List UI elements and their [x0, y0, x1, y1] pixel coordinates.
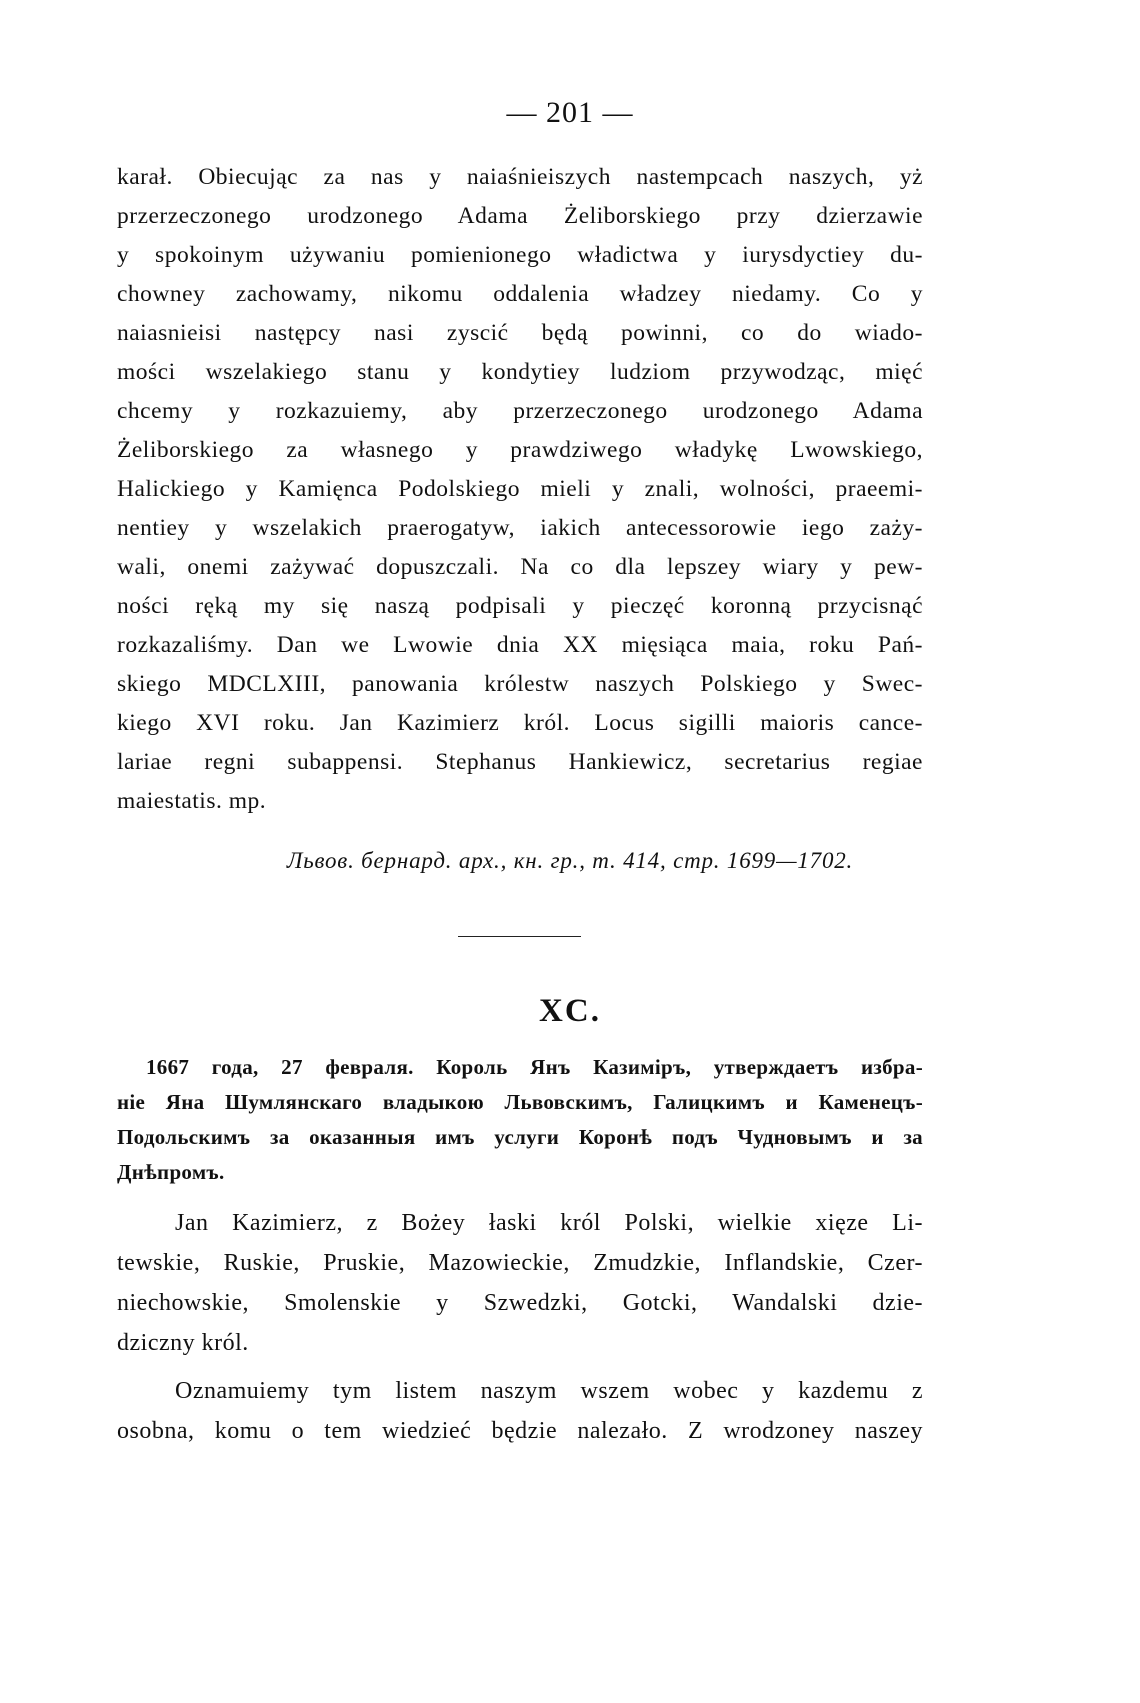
page-number: — 201 — — [506, 96, 634, 129]
text-line: wali, onemi zażywać dopuszczali. Na co dla lepszey wiary y pew- — [117, 554, 923, 580]
text-line: tewskie, Ruskie, Pruskie, Mazowieckie, Zmudzkie, Inflandskie, Czer- — [117, 1250, 923, 1276]
text-line: karał. Obiecując za nas y naiaśnieiszych nastempcach naszych, yż — [117, 164, 923, 190]
text-line: y spokoinym używaniu pomienionego władictwa y iurysdyctiey du- — [117, 242, 923, 268]
text-line: chowney zachowamy, nikomu oddalenia władzey niedamy. Co y — [117, 281, 923, 307]
text-line: Halickiego y Kamięnca Podolskiego mieli y znali, wolności, praeemi- — [117, 476, 923, 502]
text-line: niechowskie, Smolenskie y Szwedzki, Gotcki, Wandalski dzie- — [117, 1290, 923, 1316]
heading-line: Днѣпромъ. — [117, 1160, 225, 1184]
text-line: dziczny król. — [117, 1330, 249, 1356]
text-line: Żeliborskiego za własnego y prawdziwego władykę Lwowskiego, — [117, 437, 923, 463]
text-line: chcemy y rozkazuiemy, aby przerzeczonego urodzonego Adama — [117, 398, 923, 424]
text-line: osobna, komu o tem wiedzieć będzie nalezało. Z wrodzoney naszey — [117, 1418, 923, 1444]
text-line: naiasnieisi następcy nasi zyscić będą powinni, co do wiado- — [117, 320, 923, 346]
heading-line: Подольскимъ за оказанныя имъ услуги Коронѣ подъ Чудновымъ и за — [117, 1125, 923, 1149]
section-divider — [458, 936, 581, 937]
text-line: skiego MDCLXIII, panowania królestw naszych Polskiego y Swec- — [117, 671, 923, 697]
text-line: rozkazaliśmy. Dan we Lwowie dnia XX mięsiąca maia, roku Pań- — [117, 632, 923, 658]
source-reference: Львов. бернард. арх., кн. гр., т. 414, стр. 1699—1702. — [286, 848, 854, 873]
text-line: nentiey y wszelakich praerogatyw, iakich antecessorowie iego zaży- — [117, 515, 923, 541]
paragraph-1 — [117, 158, 923, 821]
document-heading — [117, 1050, 923, 1190]
text-line: mości wszelakiego stanu y kondytiey ludziom przywodząc, mięć — [117, 359, 923, 385]
text-line: Oznamuiemy tym listem naszym wszem wobec y kazdemu z — [175, 1378, 923, 1404]
text-line: przerzeczonego urodzonego Adama Żeliborskiego przy dzierzawie — [117, 203, 923, 229]
document-numeral: XC. — [539, 993, 601, 1029]
text-line: Jan Kazimierz, z Bożey łaski król Polski, wielkie xięze Li- — [175, 1210, 923, 1236]
paragraph-2 — [117, 1203, 923, 1363]
text-line: ności ręką my się naszą podpisali y pieczęć koronną przycisnąć — [117, 593, 923, 619]
heading-line: 1667 года, 27 февраля. Король Янъ Казиміръ, утверждаетъ избра- — [146, 1055, 923, 1079]
text-line: maiestatis. mp. — [117, 788, 267, 814]
text-line: lariae regni subappensi. Stephanus Hankiewicz, secretarius regiae — [117, 749, 923, 775]
paragraph-3 — [117, 1371, 923, 1451]
heading-line: ніе Яна Шумлянскаго владыкою Львовскимъ, Галицкимъ и Каменецъ- — [117, 1090, 923, 1114]
text-line: kiego XVI roku. Jan Kazimierz król. Locus sigilli maioris cance- — [117, 710, 923, 736]
